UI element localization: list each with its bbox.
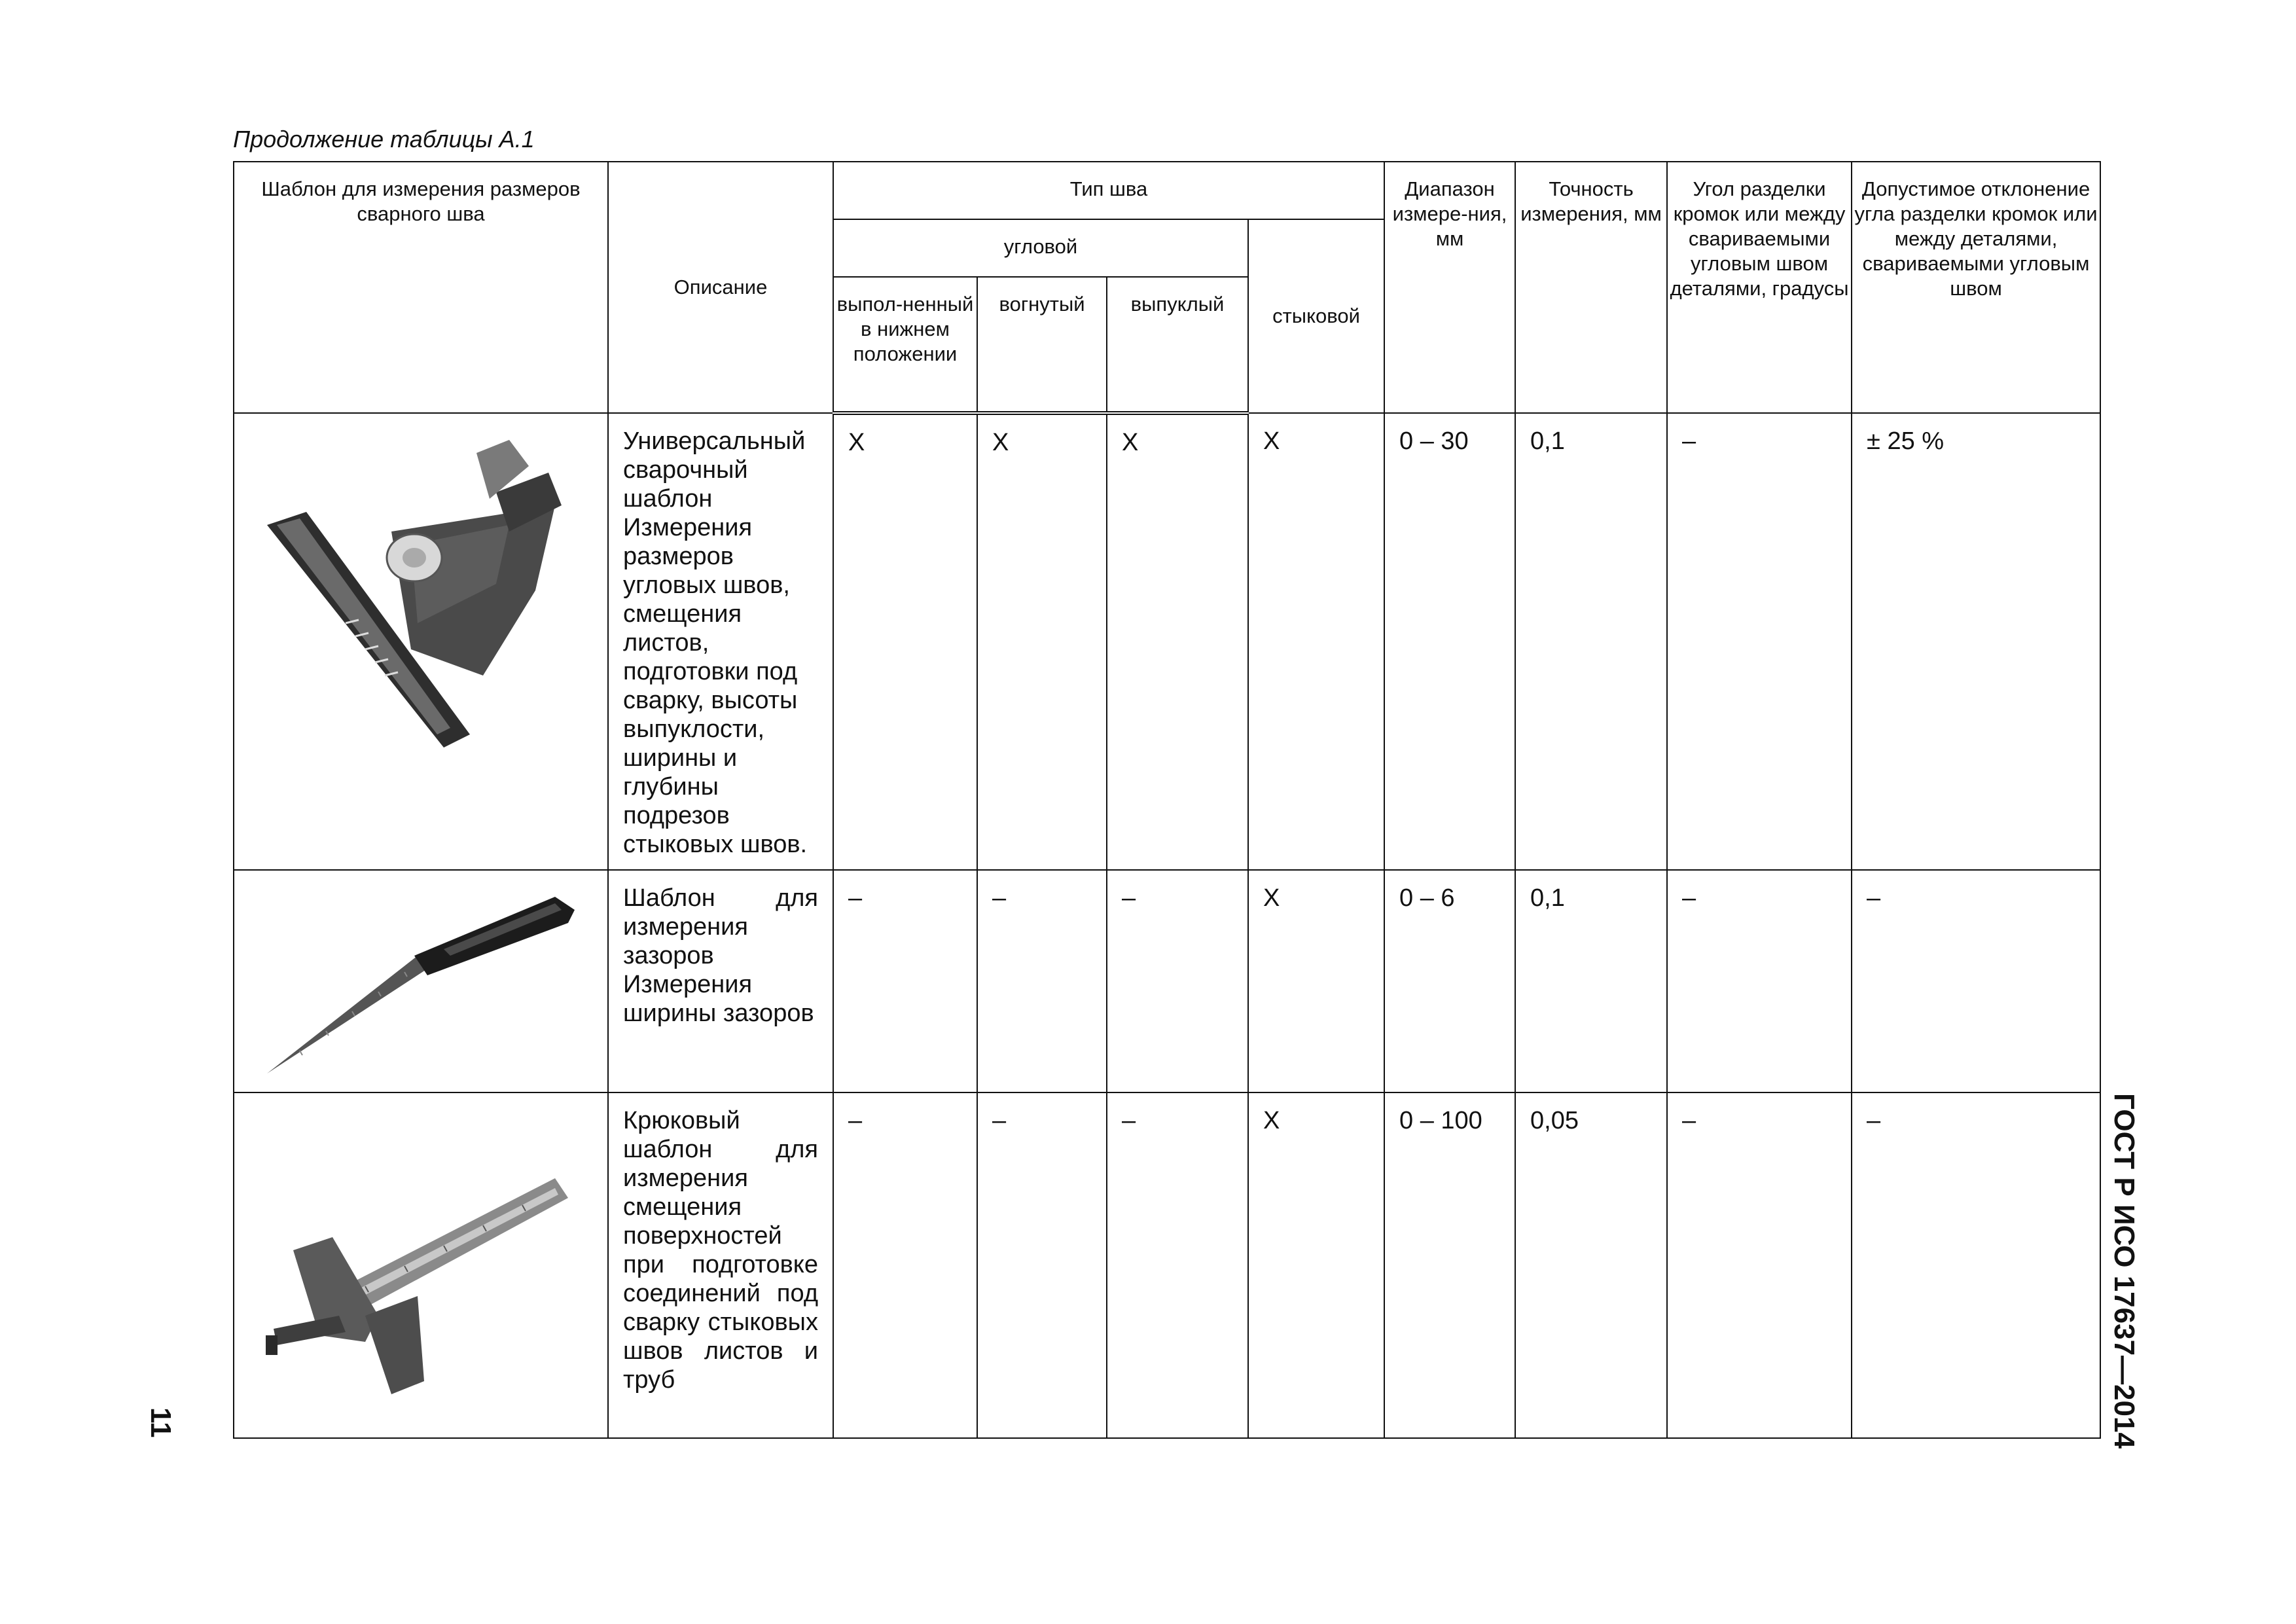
cell-flat: – (833, 870, 977, 1092)
row-description (608, 1092, 833, 1438)
row-description (608, 413, 833, 870)
standard-designation: ГОСТ Р ИСО 17637—2014 (2108, 1093, 2140, 1449)
row-image-cell (234, 1092, 608, 1438)
cell-angle-tolerance: ± 25 % (1852, 413, 2100, 870)
header-concave: вогнутый (977, 277, 1107, 413)
cell-range: 0 – 30 (1384, 413, 1515, 870)
table-row (234, 870, 2100, 1092)
table-caption: Продолжение таблицы А.1 (233, 126, 535, 153)
cell-angle-tolerance: – (1852, 870, 2100, 1092)
row-image-cell (234, 870, 608, 1092)
row-description-title: Универсальный сварочный шаблон (623, 427, 806, 513)
row-description-title: Шаблон для измерения зазоров (623, 884, 818, 969)
header-template: Шаблон для измерения размеров сварного шва (234, 162, 608, 413)
row-description-body: Крюковый шаблон для измерения смещения поверхностей при подготовке соединений под сварку стыковых швов листов и труб (623, 1107, 818, 1394)
cell-concave: – (977, 870, 1107, 1092)
header-convex: выпуклый (1107, 277, 1248, 413)
cell-bevel-angle: – (1667, 1092, 1852, 1438)
cell-range: 0 – 100 (1384, 1092, 1515, 1438)
universal-welding-gauge-icon (247, 427, 594, 754)
measurement-templates-table (233, 161, 2101, 1439)
header-description: Описание (608, 162, 833, 413)
row-description-body: Измерения ширины зазоров (623, 971, 814, 1027)
cell-concave: – (977, 1092, 1107, 1438)
gap-gauge-icon (247, 884, 594, 1087)
header-fillet: угловой (833, 219, 1248, 277)
cell-butt: Х (1248, 413, 1384, 870)
cell-butt: Х (1248, 870, 1384, 1092)
table-row (234, 413, 2100, 870)
header-accuracy: Точность измерения, мм (1515, 162, 1667, 413)
header-angle-tolerance: Допустимое отклонение угла разделки кромок или между деталями, свариваемыми угловым швом (1852, 162, 2100, 413)
hook-gauge-icon (247, 1106, 594, 1427)
page-number: 11 (145, 1407, 177, 1438)
header-flat: выпол-ненный в нижнем положении (833, 277, 977, 413)
cell-accuracy: 0,05 (1515, 1092, 1667, 1438)
cell-accuracy: 0,1 (1515, 870, 1667, 1092)
header-range: Диапазон измере-ния, мм (1384, 162, 1515, 413)
header-seam-type: Тип шва (833, 162, 1384, 219)
cell-accuracy: 0,1 (1515, 413, 1667, 870)
table-row (234, 1092, 2100, 1438)
cell-concave: Х (977, 413, 1107, 870)
cell-convex: Х (1107, 413, 1248, 870)
cell-convex: – (1107, 1092, 1248, 1438)
row-description (608, 870, 833, 1092)
cell-convex: – (1107, 870, 1248, 1092)
row-description-body: Измерения размеров угловых швов, смещения листов, подготовки под сварку, высоты выпуклости, ширины и глубины подрезов стыковых швов. (623, 514, 808, 858)
cell-bevel-angle: – (1667, 413, 1852, 870)
cell-angle-tolerance: – (1852, 1092, 2100, 1438)
cell-butt: Х (1248, 1092, 1384, 1438)
cell-range: 0 – 6 (1384, 870, 1515, 1092)
cell-flat: – (833, 1092, 977, 1438)
cell-bevel-angle: – (1667, 870, 1852, 1092)
row-image-cell (234, 413, 608, 870)
cell-flat: Х (833, 413, 977, 870)
header-butt: стыковой (1248, 219, 1384, 413)
header-bevel-angle: Угол разделки кромок или между свариваемыми угловым швом деталями, градусы (1667, 162, 1852, 413)
